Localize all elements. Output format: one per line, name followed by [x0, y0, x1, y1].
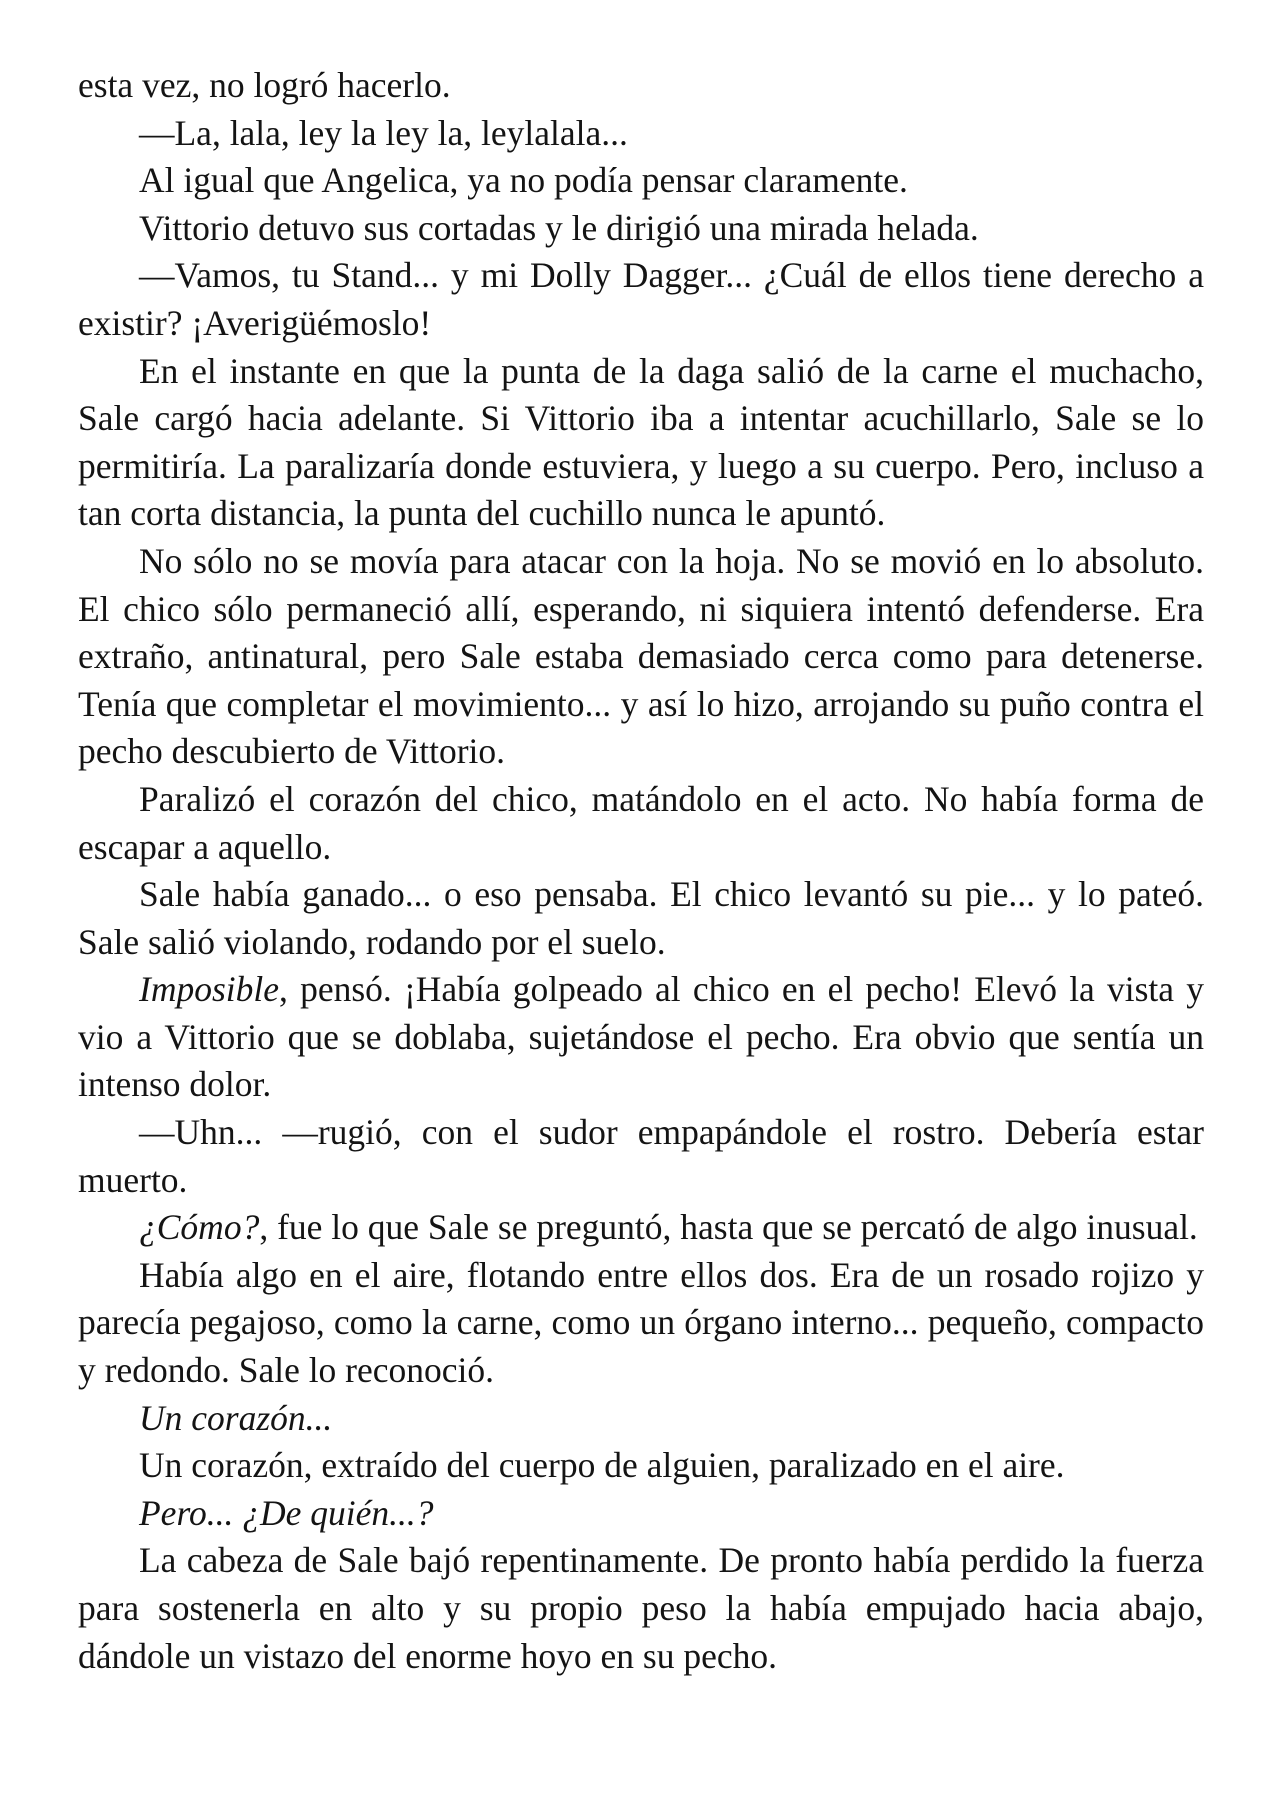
paragraph [78, 62, 1204, 110]
paragraph [78, 538, 1204, 776]
paragraph [78, 1490, 1204, 1538]
text-run: Al igual que Angelica, ya no podía pensar claramente. [139, 160, 908, 201]
paragraph [78, 1395, 1204, 1443]
paragraph [78, 1252, 1204, 1395]
paragraph [78, 110, 1204, 158]
text-run: Un corazón, extraído del cuerpo de alguien, paralizado en el aire. [139, 1445, 1065, 1486]
paragraph [78, 157, 1204, 205]
text-run: , pensó. ¡Había golpeado al chico en el pecho! Elevó la vista y vio a Vittorio que se doblaba, sujetándose el pecho. Era obvio que sentía un intenso dolor. [78, 969, 1204, 1105]
paragraph [78, 205, 1204, 253]
paragraph [78, 1204, 1204, 1252]
text-run: La cabeza de Sale bajó repentinamente. De pronto había perdido la fuerza para sostenerla en alto y su propio peso la había empujado hacia abajo, dándole un vistazo del enorme hoyo en su pecho. [78, 1540, 1204, 1676]
paragraph [78, 966, 1204, 1109]
paragraph [78, 871, 1204, 966]
paragraph [78, 776, 1204, 871]
paragraph [78, 1442, 1204, 1490]
text-run: Paralizó el corazón del chico, matándolo en el acto. No había forma de escapar a aquello. [78, 778, 1204, 867]
text-run: , fue lo que Sale se preguntó, hasta que se percató de algo inusual. [259, 1207, 1198, 1248]
paragraph [78, 1109, 1204, 1204]
text-run: —La, lala, ley la ley la, leylalala... [139, 112, 628, 153]
italic-text: Pero... ¿De quién...? [139, 1492, 434, 1533]
paragraph [78, 252, 1204, 347]
text-run: —Vamos, tu Stand... y mi Dolly Dagger... ¿Cuál de ellos tiene derecho a existir? ¡Averigüémoslo! [78, 255, 1204, 343]
italic-text: ¿Cómo? [139, 1207, 260, 1248]
text-run: Había algo en el aire, flotando entre ellos dos. Era de un rosado rojizo y parecía pegajoso, como la carne, como un órgano interno... pequeño, compacto y redondo. Sale lo reconoció. [78, 1254, 1204, 1391]
text-run: No sólo no se movía para atacar con la hoja. No se movió en lo absoluto. El chico sólo permaneció allí, esperando, ni siquiera intentó defenderse. Era extraño, antinatural, pero Sale estaba demasiado cerca como para detenerse. Tenía que completar el movimiento... y así lo hizo, arrojando su puño contra el pecho descubierto de Vittorio. [78, 540, 1204, 772]
text-run: Vittorio detuvo sus cortadas y le dirigió una mirada helada. [139, 207, 979, 248]
text-run: esta vez, no logró hacerlo. [78, 65, 451, 105]
paragraph [78, 348, 1204, 538]
italic-text: Imposible [139, 969, 280, 1010]
book-page-body [78, 62, 1204, 1680]
text-run: Sale había ganado... o eso pensaba. El chico levantó su pie... y lo pateó. Sale salió violando, rodando por el suelo. [78, 874, 1204, 962]
italic-text: Un corazón... [139, 1397, 333, 1438]
text-run: En el instante en que la punta de la daga salió de la carne el muchacho, Sale cargó hacia adelante. Si Vittorio iba a intentar acuchillarlo, Sale se lo permitiría. La paralizaría donde estuviera, y luego a su cuerpo. Pero, incluso a tan corta distancia, la punta del cuchillo nunca le apuntó. [78, 350, 1204, 534]
paragraph [78, 1537, 1204, 1680]
text-run: —Uhn... —rugió, con el sudor empapándole el rostro. Debería estar muerto. [78, 1112, 1204, 1200]
